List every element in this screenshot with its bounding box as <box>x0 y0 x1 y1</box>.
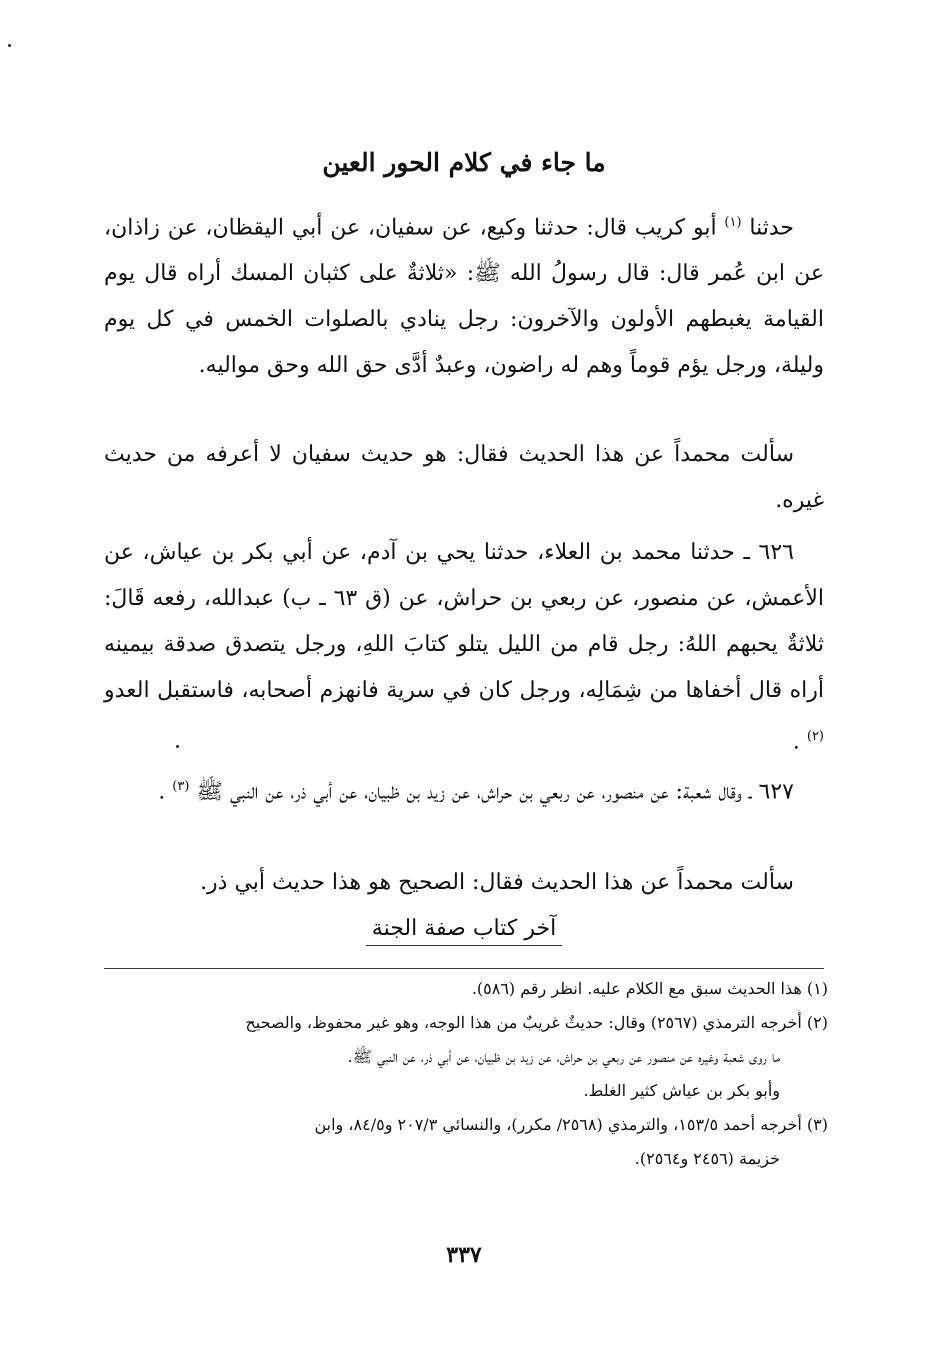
paragraph-end: . <box>158 779 166 805</box>
paragraph-text: ٦٢٦ ـ حدثنا محمد بن العلاء، حدثنا يحي بن آدم، عن أبي بكر بن عياش، عن الأعمش، عن منصور، عن ربعي بن حراش، عن (ق ٦٣ ـ ب) عبدالله، رفعه قَالَ: ثلاثةٌ يحبهم اللهُ: رجل قام من الليل يتلو كتابَ اللهِ، ورجل يتصدق صدقة بيمينه أراه قال أخفاها من شِمَالِه، ورجل كان في سرية فانهزم أصحابه، فاستقبل العدو <box>104 540 824 703</box>
footnotes <box>100 972 828 1176</box>
main-text <box>104 200 824 389</box>
main-text <box>104 432 824 524</box>
footnote-2: (٢) أخرجه الترمذي (٢٥٦٧) وقال: حديثٌ غريبٌ من هذا الوجه، وهو غير محفوظ، والصحيح <box>245 1013 828 1032</box>
hadith-paragraph <box>104 530 824 765</box>
hadith-paragraph <box>104 200 824 389</box>
chapter-closing <box>0 916 928 941</box>
closing-text: آخر كتاب صفة الجنة <box>366 916 562 946</box>
main-text <box>104 860 824 906</box>
section-title: ما جاء في كلام الحور العين <box>322 148 606 177</box>
footnote-3-continuation: خزيمة (٢٤٥٦ و٢٥٦٤). <box>634 1149 780 1168</box>
commentary-paragraph: سألت محمداً عن هذا الحديث فقال: الصحيح هو هذا حديث أبي ذر. <box>200 870 794 895</box>
paragraph-text: ٦٢٧ ـ وقال شعبة: عن منصور، عن ربعي بن حراش، عن زيد بن ظبيان، عن أبي ذر، عن النبي ﷺ <box>196 779 794 805</box>
footnote-marker: (٣) <box>172 779 190 794</box>
footnote-1: (١) هذا الحديث سبق مع الكلام عليه. انظر رقم (٥٨٦). <box>471 979 828 998</box>
footnote-marker: (٢) <box>806 729 824 744</box>
footnote-2-continuation: ما روى شعبة وغيره عن منصور عن ربعي بن حراش، عن زيد بن ظبيان، عن أبي ذر، عن النبي ﷺ. <box>347 1047 780 1066</box>
main-text <box>104 530 824 765</box>
hadith-paragraph <box>104 764 824 815</box>
scan-speck <box>8 44 11 47</box>
footnote-marker: (١) <box>724 215 742 230</box>
commentary-paragraph: سألت محمداً عن هذا الحديث فقال: هو حديث سفيان لا أعرفه من حديث غيره. <box>104 442 824 513</box>
paragraph-text: أبو كريب قال: حدثنا وكيع، عن سفيان، عن أبي اليقظان، عن زاذان، عن ابن عُمر قال: قال رسولُ الله ﷺ: «ثلاثةٌ على كثبان المسك أراه قال يوم القيامة يغبطهم الأولون والآخرون: رجل ينادي بالصلوات الخمس في كل يوم وليلة، ورجل يؤم قوماً وهم له راضون، وعبدٌ أدَّى حق الله وحق مواليه. <box>104 215 824 379</box>
page-number: ٣٣٧ <box>446 1242 482 1268</box>
paragraph-end: . <box>792 729 800 755</box>
footnote-divider <box>104 968 824 969</box>
footnote-2-note: وأبو بكر بن عياش كثير الغلط. <box>583 1081 780 1100</box>
footnote-3: (٣) أخرجه أحمد ١٥٣/٥، والترمذي (٢٥٦٨/ مكرر)، والنسائي ٢٠٧/٣ و٨٤/٥، وابن <box>314 1115 828 1134</box>
paragraph-opening: حدثنا <box>749 215 794 241</box>
main-text <box>104 764 824 815</box>
